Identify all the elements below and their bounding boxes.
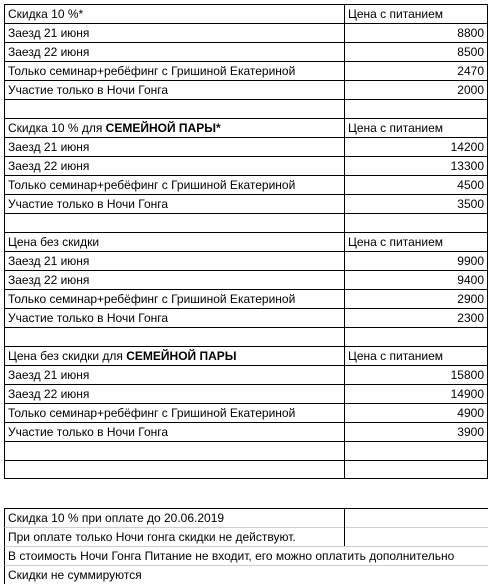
blank-cell[interactable]	[4, 213, 344, 232]
note-line[interactable]: Скидки не суммируются	[4, 565, 488, 584]
row-price-cell[interactable]: 8500	[344, 42, 488, 61]
row-price-cell[interactable]: 2470	[344, 61, 488, 80]
row-price-cell[interactable]: 13300	[344, 156, 488, 175]
row-price-cell[interactable]: 14200	[344, 137, 488, 156]
table-row	[4, 384, 488, 403]
row-label-cell[interactable]: Участие только в Ночи Гонга	[4, 422, 344, 441]
blank-cell[interactable]	[344, 213, 488, 232]
table-row	[4, 270, 488, 289]
row-price-cell[interactable]: 4500	[344, 175, 488, 194]
price-header-cell[interactable]: Цена с питанием	[344, 346, 488, 365]
row-label-cell[interactable]: Заезд 22 июня	[4, 384, 344, 403]
blank-cell[interactable]	[344, 441, 488, 460]
section-header-row	[4, 232, 488, 251]
blank-cell[interactable]	[4, 460, 344, 479]
table-row	[4, 365, 488, 384]
row-label-cell[interactable]: Только семинар+ребёфинг с Гришиной Екатериной	[4, 289, 344, 308]
section-title-cell[interactable]	[4, 118, 344, 137]
table-row	[4, 137, 488, 156]
row-label-cell[interactable]: Заезд 21 июня	[4, 251, 344, 270]
section-title-bold: СЕМЕЙНОЙ ПАРЫ*	[105, 121, 221, 135]
blank-cell[interactable]	[344, 99, 488, 118]
blank-cell[interactable]	[4, 327, 344, 346]
row-label-cell[interactable]: Участие только в Ночи Гонга	[4, 308, 344, 327]
table-row	[4, 289, 488, 308]
table-row	[4, 156, 488, 175]
table-row	[4, 251, 488, 270]
blank-cell[interactable]	[344, 460, 488, 479]
price-header-cell[interactable]: Цена с питанием	[344, 4, 488, 23]
blank-row	[4, 460, 488, 479]
row-label-cell[interactable]: Участие только в Ночи Гонга	[4, 80, 344, 99]
table-row	[4, 175, 488, 194]
row-label-cell[interactable]: Только семинар+ребёфинг с Гришиной Екатериной	[4, 61, 344, 80]
row-label-cell[interactable]: Заезд 22 июня	[4, 42, 344, 61]
row-label-cell[interactable]: Заезд 21 июня	[4, 137, 344, 156]
note-line[interactable]: В стоимость Ночи Гонга Питание не входит, его можно оплатить дополнительно	[4, 546, 488, 565]
blank-row	[4, 327, 488, 346]
row-price-cell[interactable]: 9400	[344, 270, 488, 289]
section-title: Скидка 10 %*	[8, 7, 84, 21]
column-divider	[344, 508, 345, 546]
row-label-cell[interactable]: Заезд 21 июня	[4, 23, 344, 42]
blank-cell[interactable]	[4, 99, 344, 118]
table-row	[4, 308, 488, 327]
price-header-cell[interactable]: Цена с питанием	[344, 232, 488, 251]
table-row	[4, 23, 488, 42]
row-price-cell[interactable]: 2300	[344, 308, 488, 327]
notes-block	[4, 508, 488, 584]
row-label-cell[interactable]: Участие только в Ночи Гонга	[4, 194, 344, 213]
table-row	[4, 422, 488, 441]
row-label-cell[interactable]: Только семинар+ребёфинг с Гришиной Екатериной	[4, 403, 344, 422]
row-price-cell[interactable]: 3900	[344, 422, 488, 441]
section-title-bold: СЕМЕЙНОЙ ПАРЫ	[126, 349, 237, 363]
row-price-cell[interactable]: 15800	[344, 365, 488, 384]
blank-cell[interactable]	[4, 441, 344, 460]
table-row	[4, 80, 488, 99]
table-row	[4, 42, 488, 61]
section-title: Цена без скидки для	[8, 349, 127, 363]
table-row	[4, 403, 488, 422]
row-price-cell[interactable]: 4900	[344, 403, 488, 422]
blank-row	[4, 441, 488, 460]
blank-row	[4, 99, 488, 118]
section-title-cell[interactable]	[4, 232, 344, 251]
row-price-cell[interactable]: 14900	[344, 384, 488, 403]
section-title-cell[interactable]	[4, 4, 344, 23]
price-header-cell[interactable]: Цена с питанием	[344, 118, 488, 137]
row-label-cell[interactable]: Заезд 22 июня	[4, 270, 344, 289]
section-title: Цена без скидки	[8, 235, 100, 249]
section-header-row	[4, 118, 488, 137]
table-row	[4, 61, 488, 80]
row-price-cell[interactable]: 2000	[344, 80, 488, 99]
section-title-cell[interactable]	[4, 346, 344, 365]
price-spreadsheet	[4, 4, 488, 479]
row-price-cell[interactable]: 8800	[344, 23, 488, 42]
row-label-cell[interactable]: Только семинар+ребёфинг с Гришиной Екатериной	[4, 175, 344, 194]
note-line[interactable]: Скидка 10 % при оплате до 20.06.2019	[4, 508, 488, 527]
blank-cell[interactable]	[344, 327, 488, 346]
row-label-cell[interactable]: Заезд 22 июня	[4, 156, 344, 175]
section-title: Скидка 10 % для	[8, 121, 106, 135]
row-price-cell[interactable]: 2900	[344, 289, 488, 308]
row-label-cell[interactable]: Заезд 21 июня	[4, 365, 344, 384]
row-price-cell[interactable]: 3500	[344, 194, 488, 213]
table-row	[4, 194, 488, 213]
note-line[interactable]: При оплате только Ночи гонга скидки не действуют.	[4, 527, 488, 546]
row-price-cell[interactable]: 9900	[344, 251, 488, 270]
section-header-row	[4, 4, 488, 23]
section-header-row	[4, 346, 488, 365]
blank-row	[4, 213, 488, 232]
